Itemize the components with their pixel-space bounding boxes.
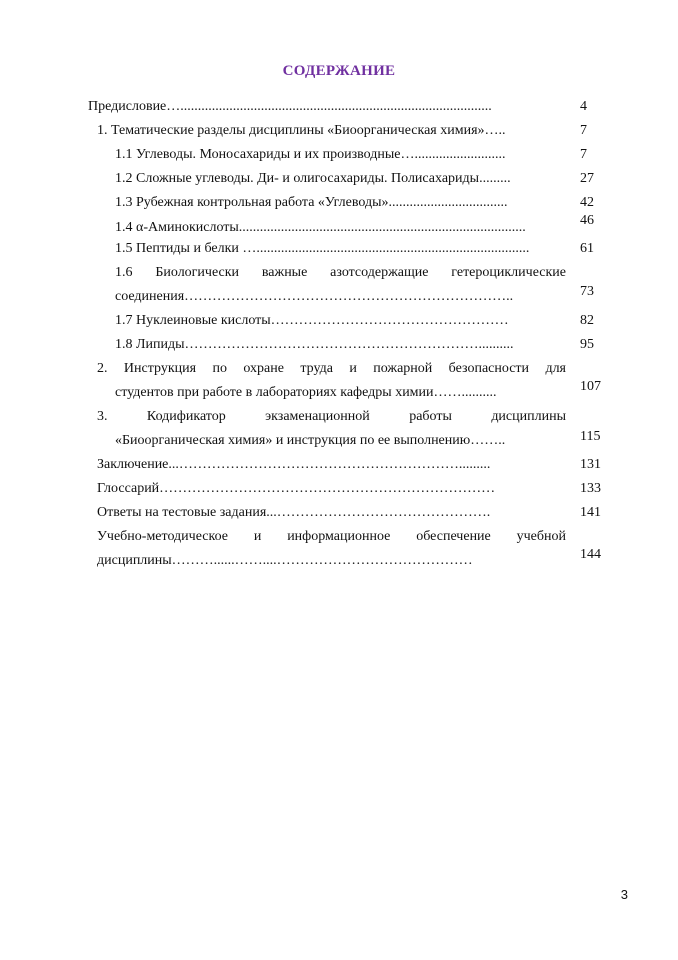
page-number: 3 bbox=[620, 887, 628, 902]
toc-entry-section-2[interactable] bbox=[97, 359, 601, 403]
toc-entry-label: 1.7 Нуклеиновые кислоты…………………………………………… bbox=[115, 313, 509, 328]
toc-entry-label-line1: 2. Инструкция по охране труда и пожарной безопасности для bbox=[97, 361, 566, 376]
toc-entry-page: 115 bbox=[580, 429, 601, 444]
toc-entry-page: 131 bbox=[580, 457, 601, 472]
toc-entry-label: Заключение...……………………………………………………......... bbox=[97, 457, 491, 472]
toc-entry-label-line2: соединения…………………………………………………………….. bbox=[115, 289, 514, 304]
toc-entry-label: 1.5 Пептиды и белки ….............................................................................. bbox=[115, 241, 530, 256]
toc-entry-section-3[interactable] bbox=[97, 407, 601, 451]
toc-entry-label-line1: 3. Кодификатор экзаменационной работы дисциплины bbox=[97, 409, 566, 424]
toc-entry-label: 1.8 Липиды……………………………………………………….......... bbox=[115, 337, 514, 352]
toc-entry-label: Ответы на тестовые задания...………………………………………. bbox=[97, 505, 491, 520]
toc-entry-page: 7 bbox=[580, 123, 587, 138]
toc-entry-label: 1.1 Углеводы. Моносахариды и их производные….......................... bbox=[115, 147, 506, 162]
toc-entry-label: 1. Тематические разделы дисциплины «Биоорганическая химия»….. bbox=[97, 123, 506, 138]
toc-entry-page: 61 bbox=[580, 241, 594, 256]
toc-entry-page: 4 bbox=[580, 99, 587, 114]
toc-entry-page: 95 bbox=[580, 337, 594, 352]
toc-entry-section-1-6[interactable] bbox=[115, 263, 598, 307]
toc-entry-label: Предисловие…......................................................................................... bbox=[88, 99, 492, 114]
toc-entry-label: 1.4 α-Аминокислоты.................................................................................. bbox=[115, 220, 526, 235]
toc-entry-label-line2: «Биоорганическая химия» и инструкция по ее выполнению…….. bbox=[115, 433, 506, 448]
toc-entry-label: 1.2 Сложные углеводы. Ди- и олигосахариды. Полисахариды......... bbox=[115, 171, 511, 186]
toc-entry-label: Глоссарий……………………………………………………………… bbox=[97, 481, 496, 496]
toc-entry-page: 107 bbox=[580, 379, 601, 394]
toc-entry-page: 46 bbox=[580, 213, 594, 228]
toc-entry-label-line1: 1.6 Биологически важные азотсодержащие гетероциклические bbox=[115, 265, 566, 280]
toc-entry-page: 144 bbox=[580, 547, 601, 562]
toc-entry-label-line1: Учебно-методическое и информационное обеспечение учебной bbox=[97, 529, 566, 544]
toc-entry-page: 133 bbox=[580, 481, 601, 496]
toc-entry-page: 73 bbox=[580, 284, 594, 299]
toc-entry-page: 42 bbox=[580, 195, 594, 210]
toc-entry-page: 82 bbox=[580, 313, 594, 328]
toc-entry-methodological-support[interactable] bbox=[97, 527, 601, 571]
toc-entry-page: 27 bbox=[580, 171, 594, 186]
page-title: СОДЕРЖАНИЕ bbox=[282, 63, 396, 79]
toc-entry-label-line2: дисциплины………......……....…………………………………… bbox=[97, 553, 473, 568]
toc-entry-label-line2: студентов при работе в лабораториях кафедры химии…….......... bbox=[115, 385, 497, 400]
toc-entry-label: 1.3 Рубежная контрольная работа «Углеводы».................................. bbox=[115, 195, 508, 210]
toc-entry-page: 7 bbox=[580, 147, 587, 162]
toc-entry-page: 141 bbox=[580, 505, 601, 520]
